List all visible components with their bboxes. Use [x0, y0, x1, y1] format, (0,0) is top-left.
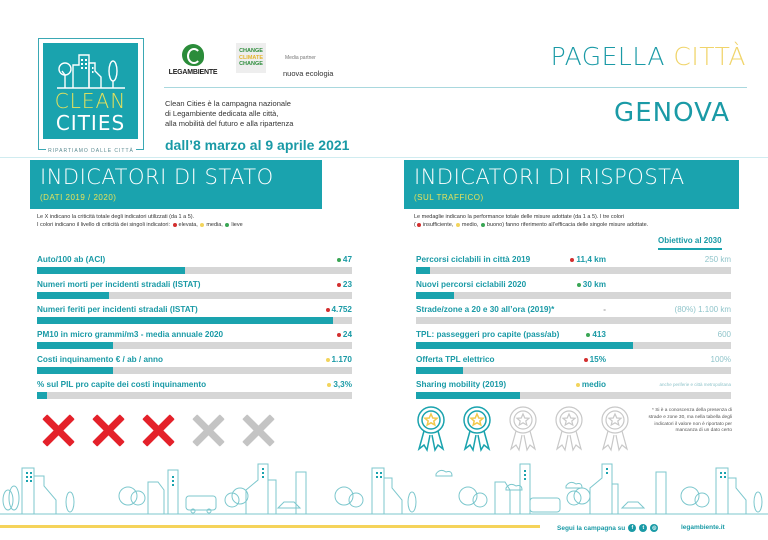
green-dot-icon	[586, 333, 590, 337]
change-climate-change-logo: CHANGE CLIMATE CHANGE	[236, 43, 266, 73]
facebook-icon[interactable]: f	[628, 524, 636, 532]
logo-tagline: RIPARTIAMO DALLE CITTÀ	[48, 148, 134, 154]
yellow-dot-icon	[200, 223, 204, 227]
legambiente-swan-icon	[182, 44, 204, 66]
indicator-row: % sul PIL pro capite dei costi inquinamento 3,3%	[37, 380, 352, 406]
stato-title: INDICATORI DI STATO	[40, 165, 274, 189]
green-dot-icon	[337, 258, 341, 262]
red-dot-icon	[173, 223, 177, 227]
indicator-bar	[416, 392, 731, 399]
stato-subtitle: (DATI 2019 / 2020)	[40, 193, 117, 202]
green-dot-icon	[225, 223, 229, 227]
red-dot-icon	[570, 258, 574, 262]
indicator-bar	[416, 342, 731, 349]
stato-banner	[30, 160, 322, 209]
indicator-row: Sharing mobility (2019) medio anche periferie e città metropolitana	[416, 380, 731, 406]
indicator-row: Auto/100 ab (ACI) 47	[37, 255, 352, 281]
indicator-row: Strade/zone a 20 e 30 all’ora (2019)* - (80%) 1.100 km	[416, 305, 731, 331]
risposta-banner	[404, 160, 739, 209]
red-dot-icon	[337, 333, 341, 337]
follow-campaign: Segui la campagna su f t ◎	[557, 524, 657, 532]
target-2030-header: Obiettivo al 2030	[658, 236, 722, 250]
indicator-row: Costi inquinamento € / ab / anno 1.170	[37, 355, 352, 381]
medal-icon	[415, 405, 447, 453]
yellow-dot-icon	[456, 223, 460, 227]
clean-cities-logo	[38, 38, 144, 154]
indicator-row: Numeri morti per incidenti stradali (ISTAT) 23	[37, 280, 352, 306]
green-dot-icon	[481, 223, 485, 227]
indicator-row: Nuovi percorsi ciclabili 2020 30 km	[416, 280, 731, 306]
indicator-bar	[37, 267, 352, 274]
intro-text: Clean Cities è la campagna nazionale di Legambiente dedicata alle città, alla mobilità del futuro e alla ripartenza	[165, 99, 294, 128]
green-dot-icon	[577, 283, 581, 287]
indicator-row: TPL: passeggeri pro capite (pass/ab) 413 600	[416, 330, 731, 356]
medal-icon	[553, 405, 585, 453]
page-title: PAGELLA CITTÀ	[550, 42, 746, 71]
medal-icon	[507, 405, 539, 453]
indicator-bar	[416, 317, 731, 324]
logo-clean-text: CLEAN	[54, 89, 127, 113]
indicator-bar	[37, 317, 352, 324]
footer-divider	[0, 525, 540, 528]
criticality-score	[40, 413, 275, 448]
logo-cities-text: CITIES	[55, 111, 126, 135]
indicator-row: Numeri feriti per incidenti stradali (ISTAT) 4.752	[37, 305, 352, 331]
indicator-bar	[37, 342, 352, 349]
twitter-icon[interactable]: t	[639, 524, 647, 532]
x-mark-icon	[190, 413, 225, 448]
legambiente-logo: LEGAMBIENTE	[164, 44, 222, 76]
footnote: * Si è a conoscenza della presenza di strade e zone 30, ma nella tabella degli indicatori il valore non è riportato per mancanza di un dato certo	[648, 408, 732, 434]
x-mark-icon	[140, 413, 175, 448]
risposta-note: Le medaglie indicano la performance totale delle misure adottate (da 1 a 5). I tre colori ( insufficiente, medio, buono) fanno riferimento all’efficacia delle singole misure adottate.	[414, 214, 649, 228]
red-dot-icon	[337, 283, 341, 287]
indicator-bar	[416, 292, 731, 299]
risposta-title: INDICATORI DI RISPOSTA	[414, 165, 685, 189]
city-skyline-illustration	[0, 462, 768, 518]
divider	[384, 87, 730, 88]
divider	[0, 157, 768, 158]
indicator-bar	[416, 267, 731, 274]
medal-icon	[599, 405, 631, 453]
campaign-dates: dall’8 marzo al 9 aprile 2021	[165, 137, 350, 153]
indicator-bar	[37, 392, 352, 399]
indicator-bar	[37, 367, 352, 374]
red-dot-icon	[326, 308, 330, 312]
x-mark-icon	[240, 413, 275, 448]
x-mark-icon	[40, 413, 75, 448]
red-dot-icon	[584, 358, 588, 362]
performance-score	[415, 405, 631, 453]
city-skyline-icon	[57, 51, 125, 89]
yellow-dot-icon	[326, 358, 330, 362]
yellow-dot-icon	[327, 383, 331, 387]
stato-note: Le X indicano la criticità totale degli indicatori utilizzati (da 1 a 5). I colori indicano il livello di criticità dei singoli indicatori: elevata, media, lieve	[37, 214, 243, 228]
yellow-dot-icon	[576, 383, 580, 387]
x-mark-icon	[90, 413, 125, 448]
logo-background	[43, 43, 138, 139]
instagram-icon[interactable]: ◎	[652, 525, 657, 531]
city-name: GENOVA	[614, 98, 730, 128]
indicator-row: Offerta TPL elettrico 15% 100%	[416, 355, 731, 381]
nuova-ecologia-logo: nuova ecologia	[283, 69, 334, 78]
indicator-bar	[416, 367, 731, 374]
red-dot-icon	[417, 223, 421, 227]
indicator-row: PM10 in micro grammi/m3 - media annuale 2020 24	[37, 330, 352, 356]
media-partner-label: Media partner	[285, 55, 316, 61]
indicator-bar	[37, 292, 352, 299]
indicator-row: Percorsi ciclabili in città 2019 11,4 km 250 km	[416, 255, 731, 281]
risposta-subtitle: (SUL TRAFFICO)	[414, 193, 484, 202]
website-link[interactable]: legambiente.it	[681, 524, 725, 531]
medal-icon	[461, 405, 493, 453]
